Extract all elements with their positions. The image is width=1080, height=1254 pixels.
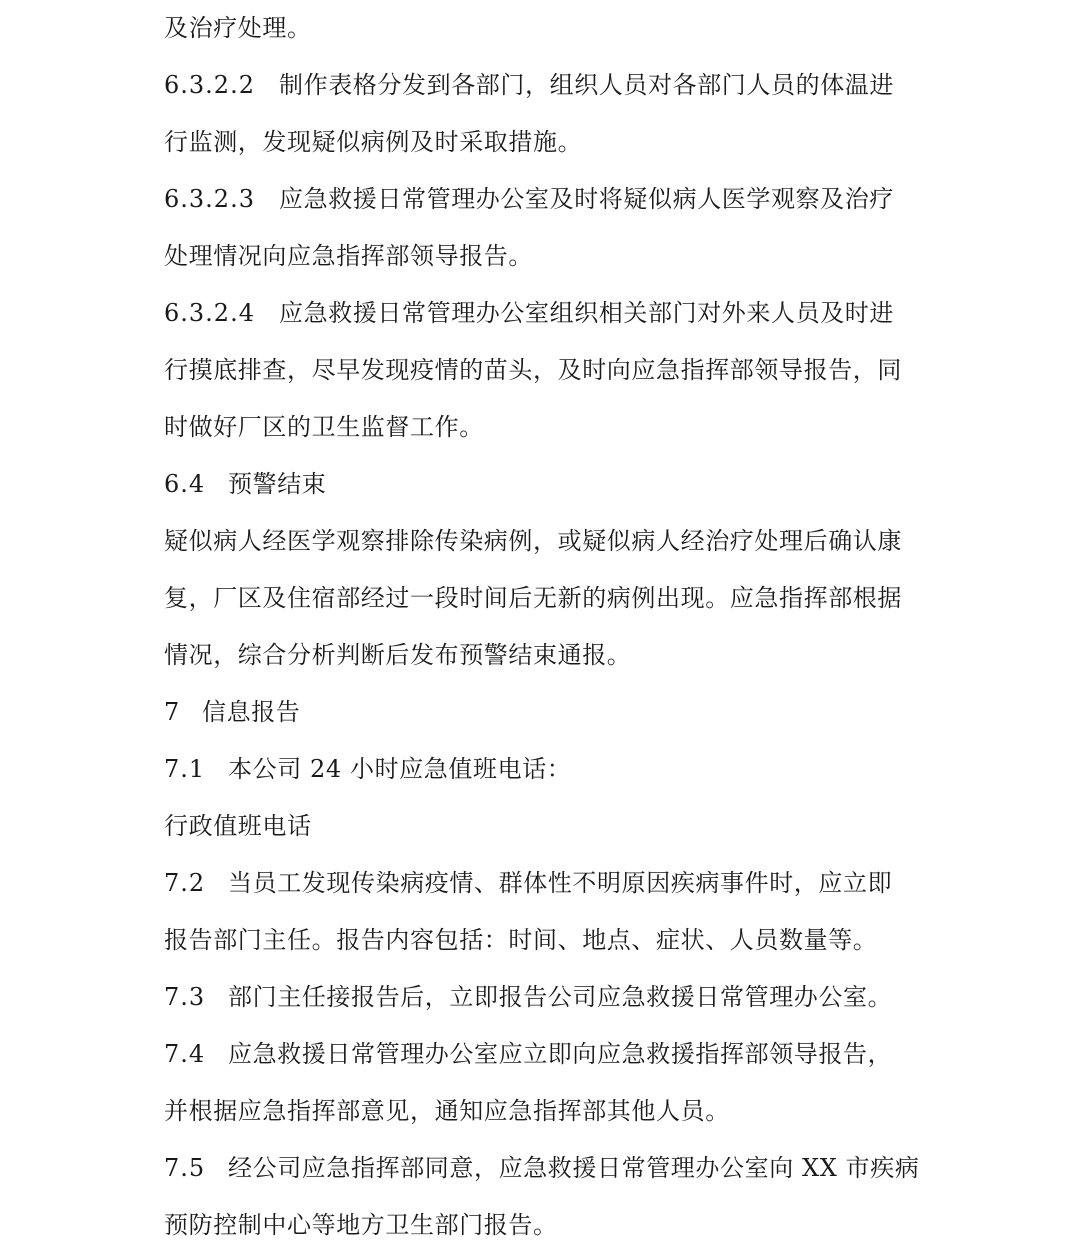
line-text: 行政值班电话 bbox=[164, 812, 312, 840]
line-text: 复，厂区及住宿部经过一段时间后无新的病例出现。应急指挥部根据 bbox=[164, 584, 902, 612]
section-number: 7.3 bbox=[164, 983, 206, 1011]
text-line bbox=[164, 342, 924, 399]
text-line bbox=[164, 1197, 924, 1254]
line-text: 当员工发现传染病疫情、群体性不明原因疾病事件时，应立即 bbox=[228, 869, 893, 897]
section-number: 6.3.2.4 bbox=[164, 299, 255, 327]
line-text: 应急救援日常管理办公室组织相关部门对外来人员及时进 bbox=[279, 299, 894, 327]
section-heading-6-3-2-2 bbox=[164, 57, 924, 114]
text-line bbox=[164, 798, 924, 855]
line-text: 部门主任接报告后，立即报告公司应急救援日常管理办公室。 bbox=[228, 983, 893, 1011]
line-text: 预警结束 bbox=[228, 470, 327, 498]
section-heading-7-4 bbox=[164, 1026, 924, 1083]
line-text: 处理情况向应急指挥部领导报告。 bbox=[164, 242, 533, 270]
section-heading-6-3-2-4 bbox=[164, 285, 924, 342]
section-number: 7 bbox=[164, 698, 181, 726]
section-heading-7-5 bbox=[164, 1140, 924, 1197]
text-line bbox=[164, 0, 924, 57]
text-line bbox=[164, 228, 924, 285]
line-text: 应急救援日常管理办公室应立即向应急救援指挥部领导报告， bbox=[228, 1040, 893, 1068]
section-heading-6-3-2-3 bbox=[164, 171, 924, 228]
line-text: 行摸底排查，尽早发现疫情的苗头，及时向应急指挥部领导报告，同 bbox=[164, 356, 902, 384]
section-heading-7-1 bbox=[164, 741, 924, 798]
line-text: 应急救援日常管理办公室及时将疑似病人医学观察及治疗 bbox=[279, 185, 894, 213]
section-number: 6.3.2.2 bbox=[164, 71, 255, 99]
line-text: 信息报告 bbox=[202, 698, 301, 726]
section-number: 7.2 bbox=[164, 869, 206, 897]
text-line bbox=[164, 114, 924, 171]
section-number: 7.1 bbox=[164, 755, 206, 783]
line-text: 疑似病人经医学观察排除传染病例，或疑似病人经治疗处理后确认康 bbox=[164, 527, 902, 555]
section-heading-7 bbox=[164, 684, 924, 741]
line-text: 及治疗处理。 bbox=[164, 14, 312, 42]
line-text: 经公司应急指挥部同意，应急救援日常管理办公室向 XX 市疾病 bbox=[228, 1154, 920, 1182]
text-line bbox=[164, 399, 924, 456]
section-heading-6-4 bbox=[164, 456, 924, 513]
line-text: 行监测，发现疑似病例及时采取措施。 bbox=[164, 128, 583, 156]
section-number: 6.3.2.3 bbox=[164, 185, 255, 213]
section-heading-7-3 bbox=[164, 969, 924, 1026]
text-line bbox=[164, 912, 924, 969]
section-number: 7.4 bbox=[164, 1040, 206, 1068]
line-text: 情况，综合分析判断后发布预警结束通报。 bbox=[164, 641, 632, 669]
text-line bbox=[164, 513, 924, 570]
section-number: 6.4 bbox=[164, 470, 206, 498]
line-text: 本公司 24 小时应急值班电话： bbox=[228, 755, 572, 783]
text-line bbox=[164, 627, 924, 684]
section-heading-7-2 bbox=[164, 855, 924, 912]
section-number: 7.5 bbox=[164, 1154, 206, 1182]
line-text: 报告部门主任。报告内容包括：时间、地点、症状、人员数量等。 bbox=[164, 926, 878, 954]
text-line bbox=[164, 570, 924, 627]
text-line bbox=[164, 1083, 924, 1140]
document-page bbox=[164, 0, 924, 1254]
line-text: 预防控制中心等地方卫生部门报告。 bbox=[164, 1211, 558, 1239]
line-text: 时做好厂区的卫生监督工作。 bbox=[164, 413, 484, 441]
line-text: 制作表格分发到各部门，组织人员对各部门人员的体温进 bbox=[279, 71, 894, 99]
line-text: 并根据应急指挥部意见，通知应急指挥部其他人员。 bbox=[164, 1097, 730, 1125]
